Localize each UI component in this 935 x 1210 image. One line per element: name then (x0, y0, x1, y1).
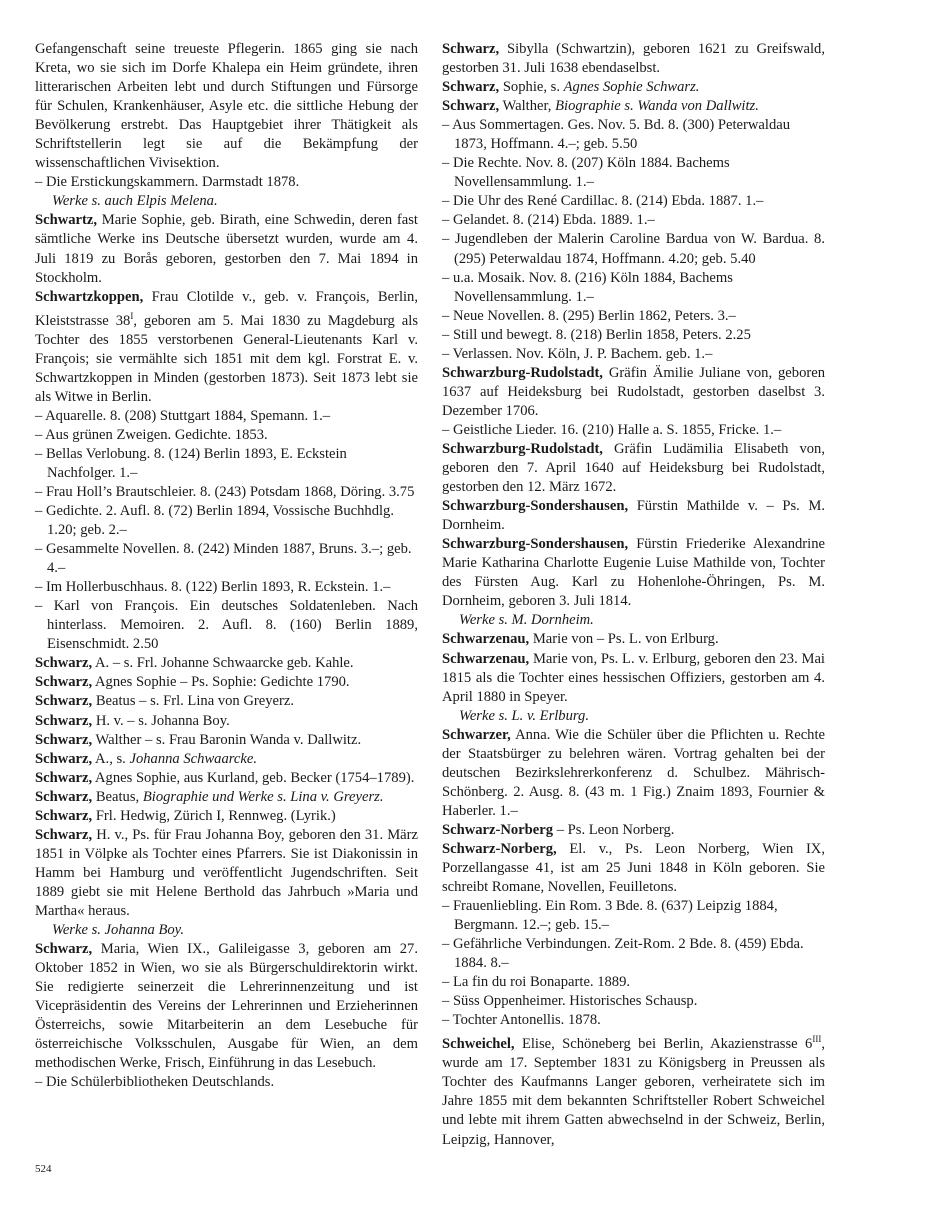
works-reference: Werke s. Johanna Boy. (52, 922, 184, 939)
entry-head: Schwarzburg-Sondershausen, (442, 536, 629, 553)
work-item: – Die Rechte. Nov. 8. (207) Köln 1884. Bachems Novellensammlung. 1.– (442, 155, 730, 191)
work-item: – Die Schülerbibliotheken Deutschlands. (35, 1074, 275, 1091)
entry-italic: Biographie und Werke s. Lina v. Greyerz. (142, 788, 384, 805)
entry-text: Walther, (502, 98, 556, 115)
entry-head: Schwarz, (442, 98, 500, 115)
work-item: – Gesammelte Novellen. 8. (242) Minden 1887, Bruns. 3.–; geb. 4.– (35, 541, 412, 577)
entry (35, 940, 418, 1073)
entry (35, 288, 418, 407)
entry (35, 769, 418, 788)
entry-text: Fürstin Mathilde v. – Ps. M. Dornheim. (442, 498, 825, 534)
entry (442, 650, 825, 707)
entry-head: Schwarzer, (442, 726, 511, 743)
entry-text: A. – s. Frl. Johanne Schwaarcke geb. Kahle. (95, 655, 354, 672)
left-column (35, 40, 418, 1092)
entry-text: Agnes Sophie, aus Kurland, geb. Becker (1754–1789). (95, 769, 415, 786)
work-item: – Im Hollerbuschhaus. 8. (122) Berlin 1893, R. Eckstein. 1.– (35, 579, 391, 596)
entry (35, 654, 418, 673)
entry-head: Schwarz, (35, 731, 93, 748)
entry-text: Beatus, (95, 788, 143, 805)
entry-text: Maria, Wien IX., Galileigasse 3, geboren am 27. Oktober 1852 in Wien, wo sie als Bürgerschuldirektorin wirkt. Sie redigierte seinerzeit die Lehrerinnenzeitung und ist Vicepräsidentin des Vereins der Lehrerinnen und Erzieherinnen Österreichs, sowie Mitarbeiterin an dem Lesebuche für österreichische Volksschulen, Ausgabe für Wien, an dem methodischen Werke, Frisch, Einführung in das Lesebuch. (35, 941, 418, 1072)
entry (35, 673, 418, 692)
work-item: – Geistliche Lieder. 16. (210) Halle a. S. 1855, Fricke. 1.– (442, 421, 782, 438)
work-item: – Gefährliche Verbindungen. Zeit-Rom. 2 Bde. 8. (459) Ebda. 1884. 8.– (442, 936, 804, 972)
work-item: – Die Uhr des René Cardillac. 8. (214) Ebda. 1887. 1.– (442, 193, 764, 210)
entry-text: Marie von – Ps. L. von Erlburg. (532, 631, 719, 648)
entry-text: , wurde am 17. September 1831 zu Königsberg in Preussen als Tochter des Kaufmanns Langer geboren, verheiratete sich im Jahre 1855 mit dem bekannten Schriftsteller Robert Schweichel und lebte mit ihrem Gatten abwechselnd in der Schweiz, Berlin, Leipzig, Hannover, (442, 1036, 825, 1148)
entry-head: Schwarz, (35, 807, 93, 824)
entry-text: Walther – s. Frau Baronin Wanda v. Dallwitz. (95, 731, 362, 748)
work-item: – u.a. Mosaik. Nov. 8. (216) Köln 1884, Bachems Novellensammlung. 1.– (442, 269, 733, 305)
superscript: III (812, 1034, 822, 1045)
entry-head: Schwarz, (35, 674, 93, 691)
works-reference: Werke s. L. v. Erlburg. (459, 707, 589, 724)
work-item: – Tochter Antonellis. 1878. (442, 1012, 601, 1029)
entry-text: A., s. (95, 750, 130, 767)
right-column (442, 40, 825, 1150)
paragraph: Gefangenschaft seine treueste Pflegerin. 1865 ging sie nach Kreta, wo sie sich im Dorfe Khalepa ein Heim gründete, ihren litterarischen Arbeiten lebt und durch Stiftungen und Fürsorge für Schulen, Krankenhäuser, Asyle etc. die sittliche Hebung der Bevölkerung erstrebt. Das Hauptgebiet ihrer Thätigkeit als Schriftstellerin legt sie auf die Bekämpfung der wissenschaftlichen Vivisektion. (35, 41, 418, 172)
entry-head: Schwartz, (35, 212, 98, 229)
work-item: – Frauenliebling. Ein Rom. 3 Bde. 8. (637) Leipzig 1884, Bergmann. 12.–; geb. 15.– (442, 898, 778, 934)
entry-text: El. v., Ps. Leon Norberg, Wien IX, Porzellangasse 41, ist am 25 Juni 1848 in Köln geboren. Sie schreibt Romane, Novellen, Feuilletons. (442, 840, 825, 896)
entry-text: Marie von, Ps. L. v. Erlburg, geboren den 23. Mai 1815 als die Tochter eines hessischen Offiziers, gestorben am 4. April 1880 in Speyer. (442, 650, 825, 705)
entry-head: Schwarzenau, (442, 631, 530, 648)
entry-text: Gräfin Ämilie Juliane von, geboren 1637 auf Heideksburg bei Rudolstadt, gestorben daselbst 3. Dezember 1706. (442, 364, 826, 419)
work-item: – Frau Holl’s Brautschleier. 8. (243) Potsdam 1868, Döring. 3.75 (35, 483, 415, 500)
entry-head: Schwarz, (442, 79, 500, 96)
entry-italic: Johanna Schwaarcke. (129, 750, 257, 767)
work-item: – Verlassen. Nov. Köln, J. P. Bachem. geb. 1.– (442, 345, 713, 362)
entry-text: Frau Clotilde v., geb. v. François, Berlin, Kleiststrasse 38 (35, 288, 418, 329)
entry (442, 1030, 825, 1149)
work-item: – Still und bewegt. 8. (218) Berlin 1858, Peters. 2.25 (442, 326, 751, 343)
entry (442, 497, 825, 535)
entry-head: Schwarz, (35, 941, 93, 958)
work-item: – Süss Oppenheimer. Historisches Schausp. (442, 993, 698, 1010)
work-item: – Gelandet. 8. (214) Ebda. 1889. 1.– (442, 212, 655, 229)
entry-head: Schwarz-Norberg (442, 821, 554, 838)
entry-text: Elise, Schöneberg bei Berlin, Akazienstrasse 6 (521, 1036, 813, 1053)
entry (35, 750, 418, 769)
work-item: – Gedichte. 2. Aufl. 8. (72) Berlin 1894, Vossische Buchhdlg. 1.20; geb. 2.– (35, 502, 394, 539)
entry-head: Schwartzkoppen, (35, 288, 144, 305)
entry (442, 40, 825, 78)
entry-text: Agnes Sophie – Ps. Sophie: Gedichte 1790. (95, 674, 350, 691)
entry (35, 211, 418, 287)
work-item: – Aus Sommertagen. Ges. Nov. 5. Bd. 8. (300) Peterwaldau 1873, Hoffmann. 4.–; geb. 5.50 (442, 117, 791, 153)
entry-text: Beatus – s. Frl. Lina von Greyerz. (95, 693, 294, 710)
entry (442, 535, 825, 611)
entry (442, 78, 825, 97)
entry-head: Schwarz, (35, 712, 93, 729)
entry-head: Schwarz, (35, 826, 93, 843)
work-item: – Karl von François. Ein deutsches Soldatenleben. Nach hinterlass. Memoiren. 2. Aufl. 8. (160) Berlin 1889, Eisenschmidt. 2.50 (35, 598, 418, 653)
entry (442, 97, 825, 116)
work-item: – Aus grünen Zweigen. Gedichte. 1853. (35, 426, 268, 443)
entry-head: Schwarz, (35, 750, 93, 767)
entry-text: Anna. Wie die Schüler über die Pflichten u. Rechte der Staatsbürger zu belehren wären. Vortrag gehalten bei der deutschen Bezirkslehrerkonferenz d. Schulbez. Mährisch-Schönberg. 2. Ausg. 8. (43 m. 1 Fig.) Znaim 1893, Fournier & Haberler. 1.– (442, 726, 825, 819)
entry-head: Schwarz, (35, 788, 93, 805)
entry-head: Schwarzenau, (442, 650, 530, 667)
entry-head: Schwarz, (35, 769, 93, 786)
entry-text: Marie Sophie, geb. Birath, eine Schwedin, deren fast sämtliche Werke ins Deutsche übersetzt wurden, wurde am 4. Juli 1819 zu Borås geboren, gestorben den 7. Mai 1894 in Stockholm. (35, 212, 418, 286)
entry-head: Schwarzburg-Rudolstadt, (442, 364, 603, 381)
work-item: – Jugendleben der Malerin Caroline Bardua von W. Bardua. 8. (295) Peterwaldau 1874, Hoffmann. 4.20; geb. 5.40 (442, 231, 825, 267)
works-reference: Werke s. auch Elpis Melena. (52, 193, 218, 210)
entry-italic: Agnes Sophie Schwarz. (563, 79, 700, 96)
entry (442, 726, 825, 821)
entry (442, 630, 825, 649)
entry (442, 440, 825, 497)
entry (35, 731, 418, 750)
page-number: 524 (35, 1163, 52, 1175)
work-item: – Bellas Verlobung. 8. (124) Berlin 1893, E. Eckstein Nachfolger. 1.– (35, 445, 347, 481)
entry-text: H. v., Ps. für Frau Johanna Boy, geboren den 31. März 1851 in Völpke als Tochter eines Pfarrers. Sie ist Diakonissin in Hamm bei Hamburg und veröffentlicht Jugendschriften. Seit 1889 giebt sie mit Helene Berthold das Jahrbuch »Maria und Martha« heraus. (35, 826, 418, 919)
entry-text: Sibylla (Schwartzin), geboren 1621 zu Greifswald, gestorben 31. Juli 1638 ebendaselbst. (442, 41, 825, 77)
entry-text: Sophie, s. (502, 79, 564, 96)
entry-text: Frl. Hedwig, Zürich I, Rennweg. (Lyrik.) (95, 807, 336, 824)
entry-text: H. v. – s. Johanna Boy. (95, 712, 230, 729)
entry (442, 821, 825, 840)
entry (35, 826, 418, 921)
entry-text: Gräfin Ludämilia Elisabeth von, geboren den 7. April 1640 auf Heideksburg bei Rudolstadt, gestorben den 12. März 1672. (442, 440, 825, 496)
entry (35, 712, 418, 731)
entry (442, 840, 825, 897)
entry-head: Schwarzburg-Sondershausen, (442, 498, 629, 515)
entry (35, 807, 418, 826)
entry-head: Schwarz, (35, 655, 93, 672)
entry-text: – Ps. Leon Norberg. (556, 821, 675, 838)
work-item: – Neue Novellen. 8. (295) Berlin 1862, Peters. 3.– (442, 307, 736, 324)
works-reference: Werke s. M. Dornheim. (459, 612, 594, 629)
entry-text: , geboren am 5. Mai 1830 zu Magdeburg als Tochter des 1855 verstorbenen General-Lieutenants Karl v. François; sie vermählte sich 1851 mit dem kgl. Forstrat E. v. Schwartzkoppen in Minden (gestorben 1873). Seit 1873 lebt sie als Witwe in Berlin. (35, 312, 418, 405)
entry-head: Schweichel, (442, 1036, 515, 1053)
work-item: – La fin du roi Bonaparte. 1889. (442, 974, 631, 991)
entry-head: Schwarz, (35, 693, 93, 710)
entry (35, 692, 418, 711)
entry (442, 364, 825, 421)
superscript: I (130, 310, 134, 321)
entry (35, 788, 418, 807)
entry-italic: Biographie s. Wanda von Dallwitz. (555, 98, 759, 115)
entry-head: Schwarz, (442, 41, 500, 57)
entry-head: Schwarzburg-Rudolstadt, (442, 440, 603, 457)
entry-text: Fürstin Friederike Alexandrine Marie Katharina Charlotte Eugenie Luise Mathilde von, Tochter des Fürsten Aug. Karl zu Hohenlohe-Öhringen, Ps. M. Dornheim, geboren 3. Juli 1814. (442, 536, 825, 610)
work-item: – Die Erstickungskammern. Darmstadt 1878. (35, 174, 300, 191)
entry-head: Schwarz-Norberg, (442, 840, 557, 857)
work-item: – Aquarelle. 8. (208) Stuttgart 1884, Spemann. 1.– (35, 407, 331, 424)
